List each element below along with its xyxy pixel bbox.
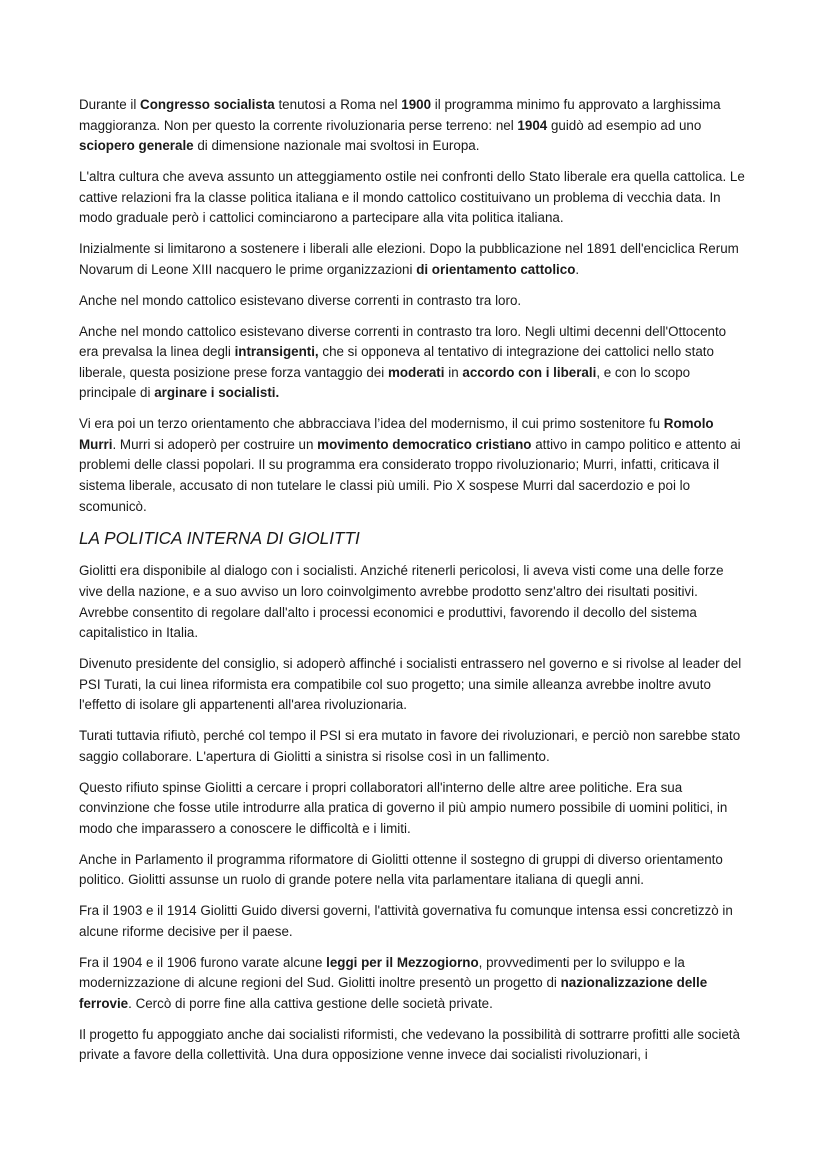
text-run: Giolitti era disponibile al dialogo con i socialisti. Anziché ritenerli pericolosi, li aveva visti come una delle forze vive della nazione, e a suo avviso un loro coinvolgimento avrebbe prodotto senz'altro dei risultati positivi. Avrebbe consentito di regolare dall'alto i processi economici e produttivi, favorendo il decollo del sistema capitalistico in Italia. <box>79 563 724 641</box>
bold-text: movimento democratico cristiano <box>317 436 532 452</box>
paragraph <box>79 414 749 517</box>
paragraph <box>79 291 749 312</box>
text-run: Questo rifiuto spinse Giolitti a cercare i propri collaboratori all'interno delle altre aree politiche. Era sua convinzione che fosse utile introdurre alla pratica di governo il più ampio numero possibile di uomini politici, in modo che imparassero a conoscere le difficoltà e i limiti. <box>79 779 728 836</box>
bold-text: di orientamento cattolico <box>416 261 576 277</box>
text-run: . Murri si adoperò per costruire un <box>112 436 318 452</box>
paragraph <box>79 322 749 404</box>
bold-text: moderati <box>387 364 445 380</box>
text-run: Vi era poi un terzo orientamento che abbracciava l’idea del modernismo, il cui primo sostenitore fu <box>79 416 664 432</box>
text-run: il programma minimo fu approvato a larghissima maggioranza. Non per questo la corrente rivoluzionaria perse terreno: nel <box>79 97 721 133</box>
text-run: attivo in campo politico e attento ai problemi delle classi popolari. Il su programma era considerato troppo rivoluzionario; Murri, infatti, criticava il sistema liberale, accusato di non tutelare le classi più umili. Pio X sospese Murri dal sacerdozio e poi lo scomunicò. <box>79 436 741 514</box>
paragraph <box>79 654 749 716</box>
paragraph <box>79 167 749 229</box>
text-run: Anche nel mondo cattolico esistevano diverse correnti in contrasto tra loro. <box>79 292 522 308</box>
text-run: Anche nel mondo cattolico esistevano diverse correnti in contrasto tra loro. Negli ultimi decenni dell'Ottocento era prevalsa la linea degli <box>79 323 727 360</box>
text-run: . <box>575 261 580 277</box>
text-run: Divenuto presidente del consiglio, si adoperò affinché i socialisti entrassero nel governo e si rivolse al leader del PSI Turati, la cui linea riformista era compatibile col suo progetto; una simile alleanza avrebbe inoltre avuto l'effetto di isolare gli appartenenti all'area rivoluzionaria. <box>79 656 742 713</box>
paragraph <box>79 901 749 942</box>
text-run: Anche in Parlamento il programma riformatore di Giolitti ottenne il sostegno di gruppi di diverso orientamento politico. Giolitti assunse un ruolo di grande potere nella vita parlamentare italiana di quegli anni. <box>79 851 723 888</box>
text-run: di dimensione nazionale mai svoltosi in Europa. <box>193 138 480 154</box>
text-run: Turati tuttavia rifiutò, perché col tempo il PSI si era mutato in favore dei rivoluzionari, e perciò non sarebbe stato saggio collaborare. L'apertura di Giolitti a sinistra si risolse così in un fallimento. <box>79 728 741 764</box>
paragraph <box>79 561 749 643</box>
paragraph <box>79 239 749 280</box>
text-run: Inizialmente si limitarono a sostenere i liberali alle elezioni. Dopo la pubblicazione nel 1891 dell'enciclica Rerum Novarum di Leone XIII nacquero le prime organizzazioni <box>79 241 739 277</box>
text-run: , e con lo scopo principale di <box>79 364 691 401</box>
document-page <box>79 95 749 1076</box>
bold-text: arginare i socialisti. <box>154 385 280 401</box>
section-politica-giolitti <box>79 561 749 1066</box>
bold-text: accordo con i liberali <box>462 364 597 380</box>
text-run: . Cercò di porre fine alla cattiva gestione delle società private. <box>128 995 493 1011</box>
text-run: L'altra cultura che aveva assunto un atteggiamento ostile nei confronti dello Stato liberale era quella cattolica. Le cattive relazioni fra la classe politica italiana e il mondo cattolico costituivano un problema di vecchia data. In modo graduale però i cattolici cominciarono a partecipare alla vita politica italiana. <box>79 169 745 226</box>
text-run: in <box>444 364 463 380</box>
paragraph <box>79 850 749 891</box>
paragraph <box>79 1025 749 1066</box>
paragraph <box>79 953 749 1015</box>
text-run: tenutosi a Roma nel <box>274 97 402 112</box>
text-run: Fra il 1904 e il 1906 furono varate alcune <box>79 954 327 970</box>
text-run: Durante il <box>79 97 141 112</box>
bold-text: Romolo Murri <box>79 416 714 452</box>
paragraph <box>79 95 749 157</box>
bold-text: nazionalizzazione delle ferrovie <box>79 975 708 1011</box>
section-heading: LA POLITICA INTERNA DI GIOLITTI <box>79 528 360 549</box>
bold-text: Congresso socialista <box>140 97 275 112</box>
bold-text: 1904 <box>517 117 548 133</box>
bold-text: 1900 <box>401 97 432 112</box>
text-run: , provvedimenti per lo sviluppo e la modernizzazione di alcune regioni del Sud. Giolitti inoltre presentò un progetto di <box>79 954 685 991</box>
bold-text: leggi per il Mezzogiorno <box>326 954 479 970</box>
bold-text: intransigenti, <box>234 344 319 360</box>
text-run: Il progetto fu appoggiato anche dai socialisti riformisti, che vedevano la possibilità di sottrarre profitti alle società private a favore della collettività. Una dura opposizione venne invece dai socialisti rivoluzionari, i <box>79 1026 740 1063</box>
paragraph <box>79 778 749 840</box>
text-run: che si opponeva al tentativo di integrazione dei cattolici nello stato liberale, questa posizione prese forza vantaggio dei <box>79 344 714 380</box>
paragraph <box>79 726 749 767</box>
section-socialisti-cattolici <box>79 95 749 517</box>
bold-text: sciopero generale <box>79 138 194 154</box>
text-run: guidò ad esempio ad uno <box>547 117 702 133</box>
text-run: Fra il 1903 e il 1914 Giolitti Guido diversi governi, l'attività governativa fu comunque intensa essi concretizzò in alcune riforme decisive per il paese. <box>79 903 733 939</box>
